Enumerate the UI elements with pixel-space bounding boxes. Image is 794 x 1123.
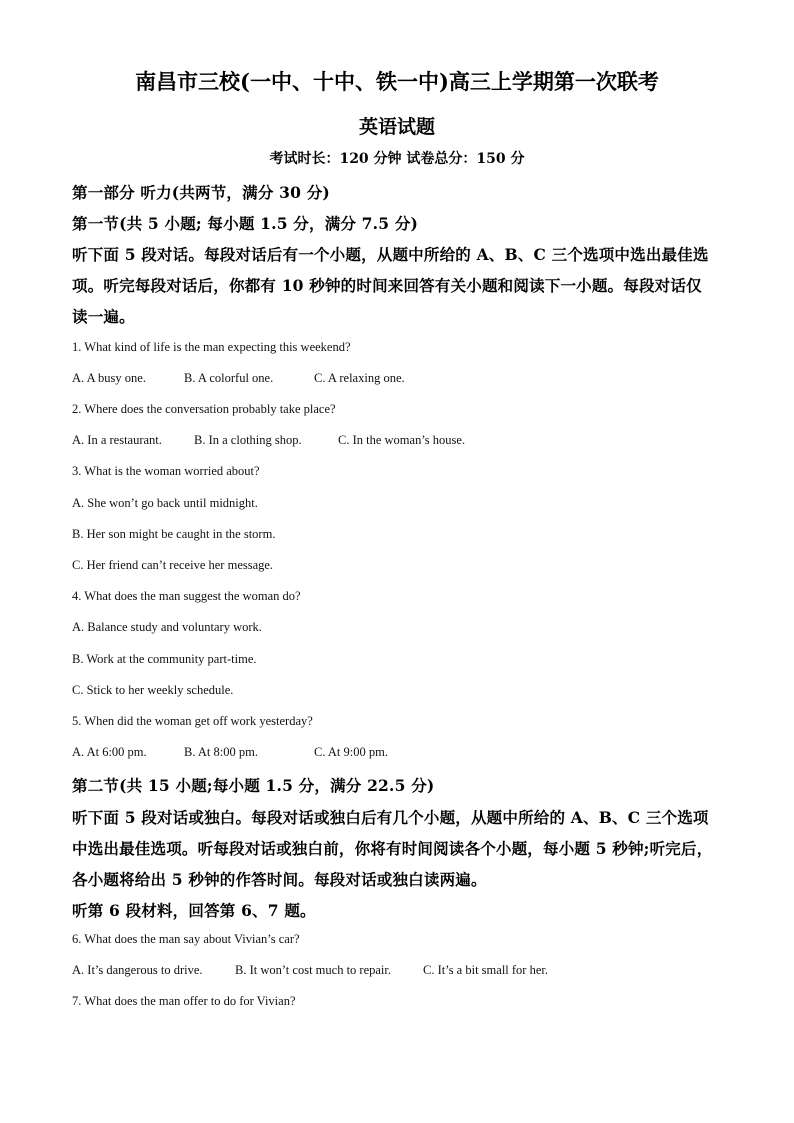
option-c: C. It’s a bit small for her. [423, 963, 548, 977]
section1-instruction-line: 读一遍。 [72, 307, 135, 326]
question-4-stem: 4. What does the man suggest the woman do? [72, 589, 301, 603]
section2-instruction-line: 听下面 5 段对话或独白。每段对话或独白后有几个小题，从题中所给的 A、B、C 三个选项 [72, 808, 709, 827]
option-b: B. It won’t cost much to repair. [235, 963, 391, 977]
question-5-options [72, 745, 388, 760]
question-6-options [72, 963, 548, 978]
question-3-option-c: C. Her friend can’t receive her message. [72, 558, 274, 572]
section2-heading: 第二节(共 15 小题;每小题 1.5 分，满分 22.5 分) [72, 776, 435, 795]
option-b: B. In a clothing shop. [194, 433, 302, 447]
question-4-option-b: B. Work at the community part-time. [72, 652, 257, 666]
exam-title: 南昌市三校(一中、十中、铁一中)高三上学期第一次联考 [135, 69, 659, 94]
exam-info: 考试时长：120 分钟 试卷总分：150 分 [269, 151, 525, 167]
question-2-options [72, 433, 465, 448]
part1-heading: 第一部分 听力(共两节，满分 30 分) [72, 183, 330, 202]
option-a: A. In a restaurant. [72, 433, 162, 447]
option-c: C. In the woman’s house. [338, 433, 466, 447]
exam-subtitle: 英语试题 [358, 116, 435, 138]
question-1-options [72, 371, 405, 386]
section1-instruction-line: 听下面 5 段对话。每段对话后有一个小题，从题中所给的 A、B、C 三个选项中选出最佳选 [72, 245, 709, 264]
material-6-heading: 听第 6 段材料，回答第 6、7 题。 [72, 901, 316, 920]
question-3-option-b: B. Her son might be caught in the storm. [72, 527, 276, 541]
question-7-stem: 7. What does the man offer to do for Vivian? [72, 994, 296, 1008]
option-a: A. At 6:00 pm. [72, 745, 147, 759]
section2-instruction-line: 中选出最佳选项。听每段对话或独白前，你将有时间阅读各个小题，每小题 5 秒钟;听完后， [72, 839, 713, 858]
option-c: C. A relaxing one. [314, 371, 405, 385]
question-2-stem: 2. Where does the conversation probably take place? [72, 402, 336, 416]
question-6-stem: 6. What does the man say about Vivian’s car? [72, 932, 300, 946]
option-c: C. At 9:00 pm. [314, 745, 388, 759]
question-5-stem: 5. When did the woman get off work yesterday? [72, 714, 313, 728]
question-4-option-a: A. Balance study and voluntary work. [72, 620, 262, 634]
question-1-stem: 1. What kind of life is the man expecting this weekend? [72, 340, 351, 354]
option-a: A. It’s dangerous to drive. [72, 963, 203, 977]
question-3-option-a: A. She won’t go back until midnight. [72, 496, 258, 510]
option-a: A. A busy one. [72, 371, 146, 385]
option-b: B. A colorful one. [184, 371, 274, 385]
section1-heading: 第一节(共 5 小题; 每小题 1.5 分，满分 7.5 分) [72, 214, 419, 233]
option-b: B. At 8:00 pm. [184, 745, 258, 759]
section1-instruction-line: 项。听完每段对话后，你都有 10 秒钟的时间来回答有关小题和阅读下一小题。每段对话仅 [72, 276, 702, 295]
question-3-stem: 3. What is the woman worried about? [72, 464, 260, 478]
question-4-option-c: C. Stick to her weekly schedule. [72, 683, 234, 697]
section2-instruction-line: 各小题将给出 5 秒钟的作答时间。每段对话或独白读两遍。 [72, 870, 487, 889]
